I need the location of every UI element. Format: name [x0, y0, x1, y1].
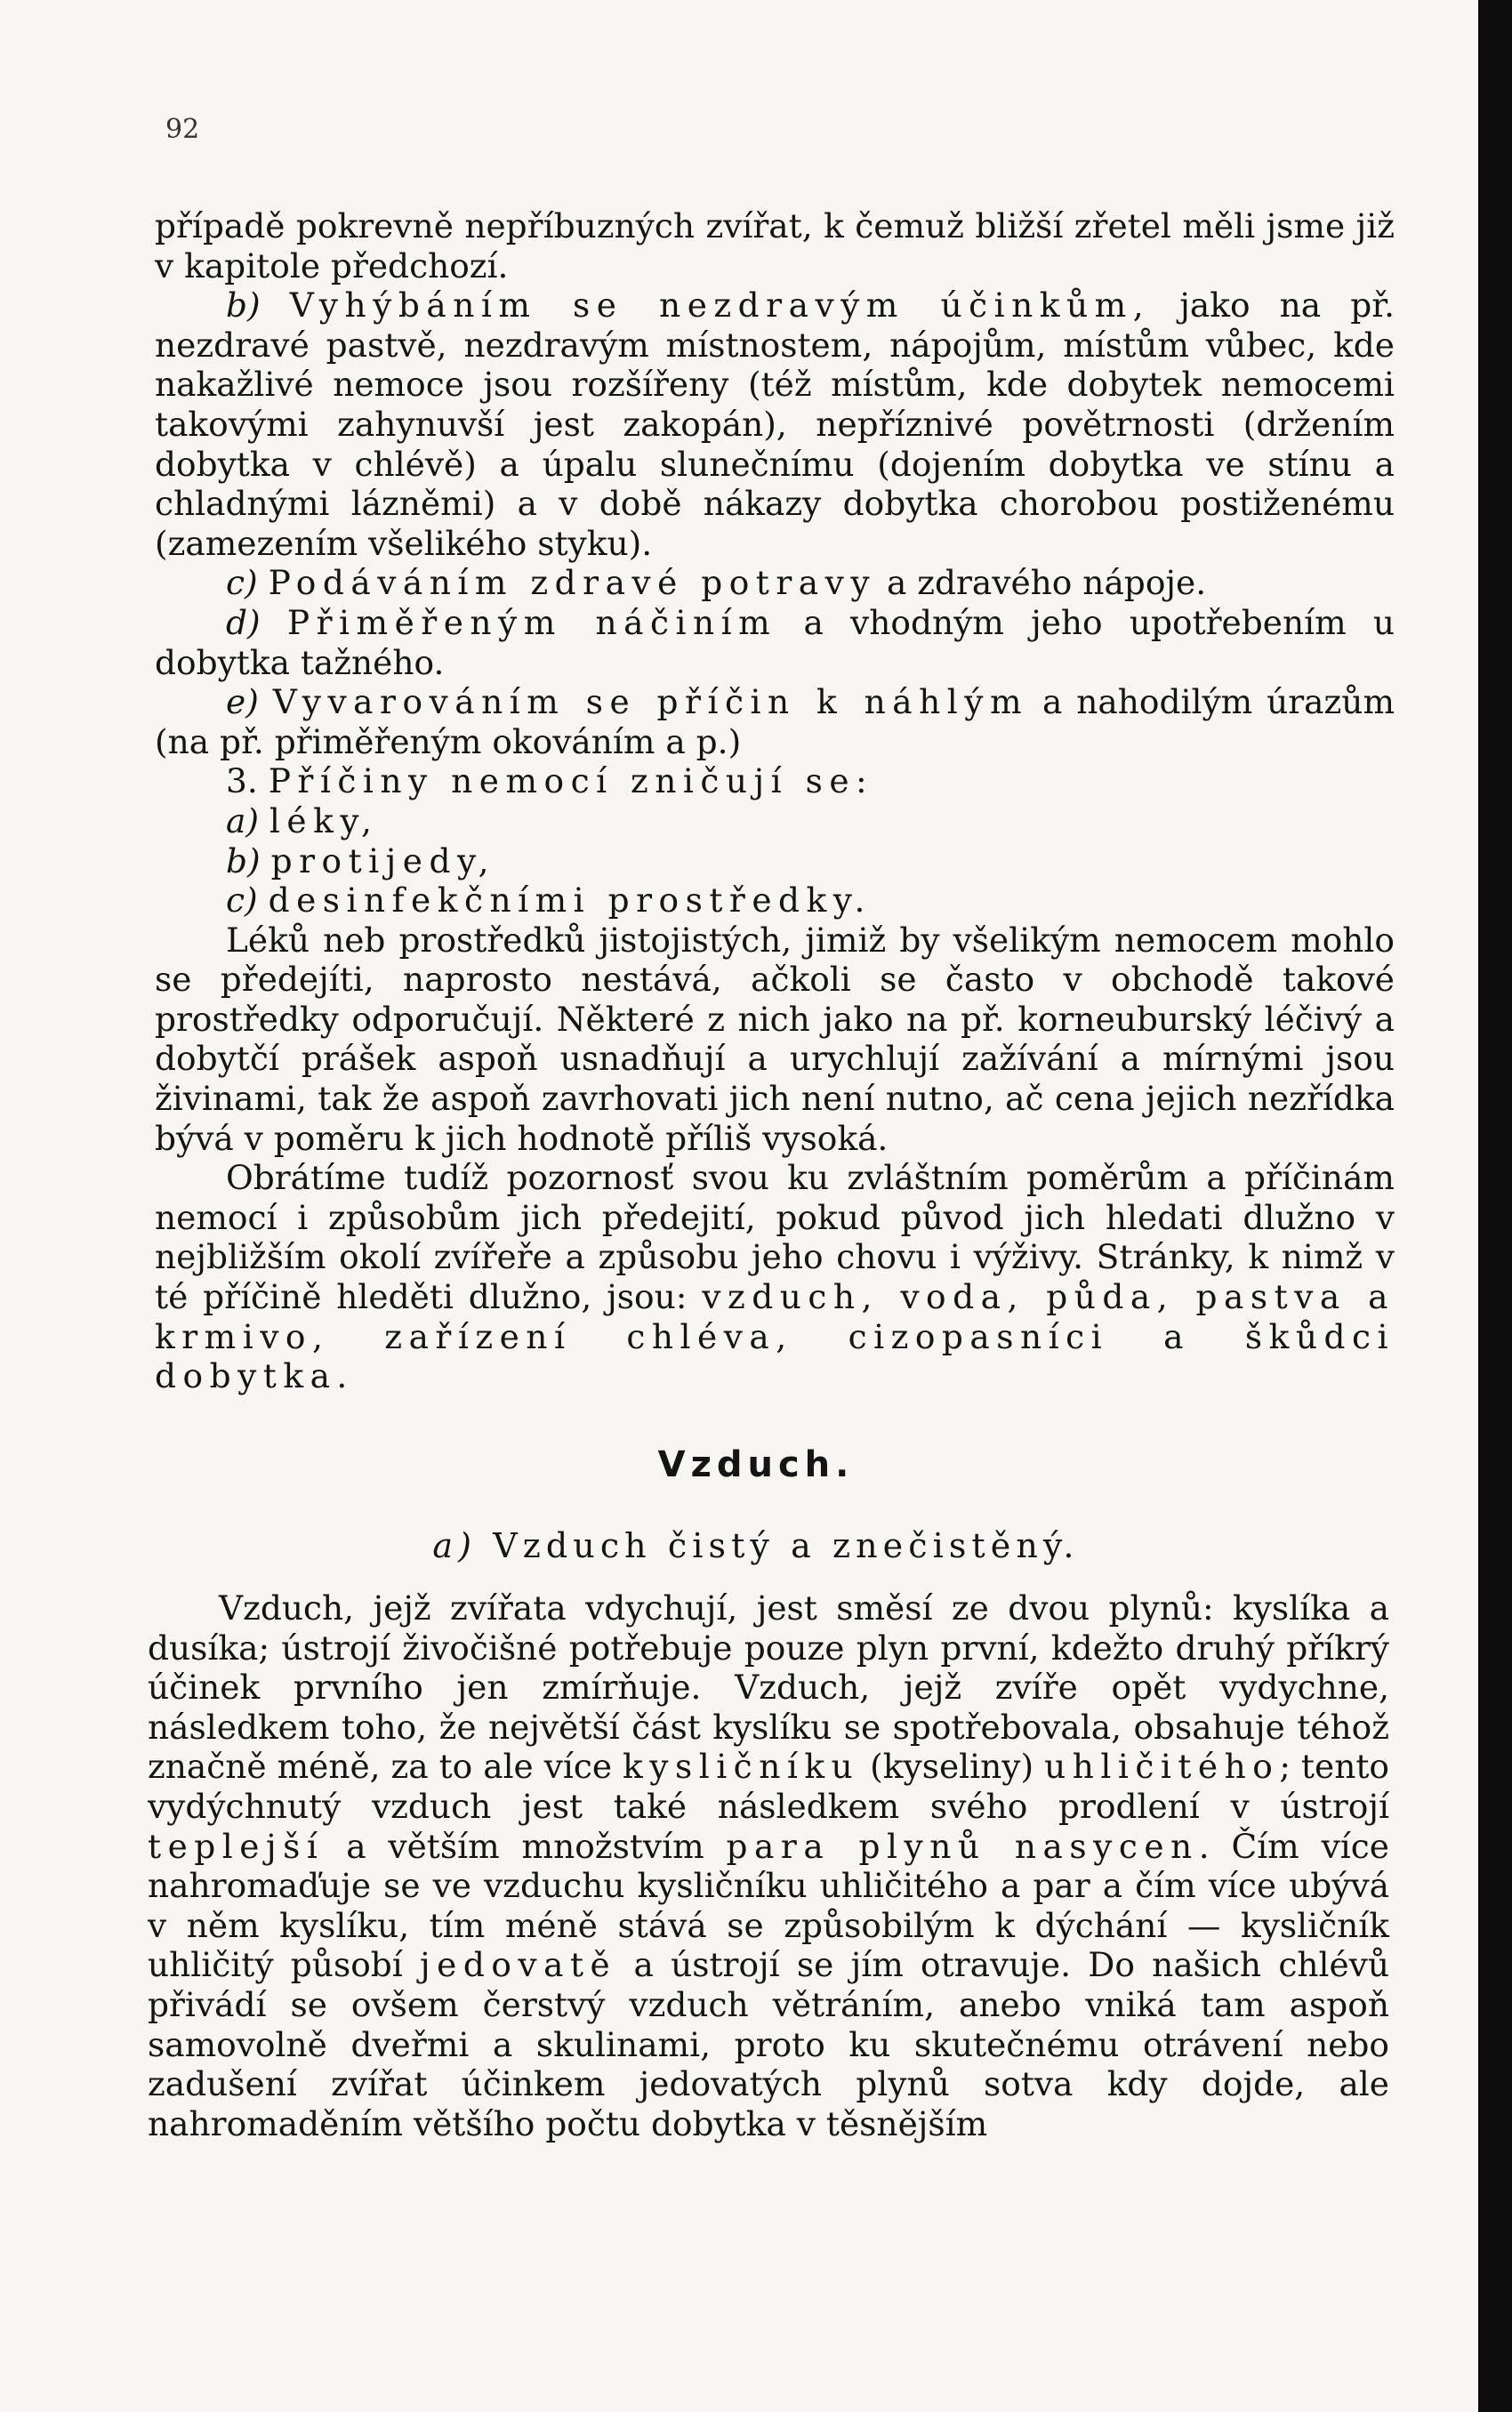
list-item-e [155, 682, 1395, 761]
list-item-b [155, 285, 1395, 563]
item-marker: b) [226, 285, 261, 326]
air-text: ; tento vydýchnutý vzduch jest také následkem svého prodlení v ústrojí [148, 1747, 1389, 1826]
causes-list-item [155, 801, 1395, 841]
item-marker: e) [226, 682, 259, 722]
paragraph-remedies: Léků neb prostředků jistojistých, jimiž by všelikým nemocem mohlo se předejíti, naprosto nestává, ačkoli se často v obchodě takové prostředky odporučují. Některé z nich jako na př. korneuburský léčivý a dobytčí prášek aspoň usnadňují a urychlují zažívání a mírnými jsou živinami, tak že aspoň zavrhovati jich není nutno, ač cena jejich nezřídka bývá v poměru k jich hodnotě příliš vysoká. [155, 920, 1395, 1158]
subtitle-text: Vzduch čistý a znečistěný. [493, 1526, 1080, 1565]
list-item-c [155, 563, 1395, 603]
air-spaced: kysličníku [623, 1747, 860, 1787]
causes-marker: a) [226, 800, 259, 840]
item-text: a vhodným jeho upotřebením u dobytka tažného. [155, 602, 1395, 682]
air-text: Vzduch, jejž zvířata vdychují, jest směsí ze dvou plynů: kyslíka a dusíka; ústrojí živočišné potřebuje pouze plyn první, kdežto druhý příkrý účinek prvního jen zmírňuje. Vzduch, jejž zvíře opět vydychne, následkem toho, že největší část kyslíku se spotřebovala, obsahuje téhož značně méně, za to ale více [148, 1588, 1389, 1787]
air-spaced: jedovatě [420, 1945, 617, 1985]
air-spaced: teplejší [148, 1826, 325, 1866]
causes-list-item [155, 880, 1395, 921]
paragraph-text: Obrátíme tudíž pozornosť svou ku zvláštním poměrům a příčinám nemocí i způsobům jich předejití, pokud původ jich hledati dlužno v nejbližším okolí zvířeře a způsobu jeho chovu i výživy. Stránky, k nimž v té příčině hleděti dlužno, jsou: [155, 1158, 1395, 1317]
paragraph-attention [155, 1158, 1395, 1396]
causes-marker: b) [226, 840, 261, 880]
air-spaced: para plynů nasycen [726, 1826, 1199, 1866]
item-text: a nahodilým úrazům (na př. přiměřeným okováním a p.) [155, 682, 1395, 761]
list-item-d [155, 603, 1395, 682]
air-text: a větším množstvím [324, 1826, 727, 1866]
item-text: a zdravého nápoje. [876, 563, 1207, 603]
intro-paragraph: případě pokrevně nepříbuzných zvířat, k čemuž bližší zřetel měli jsme již v kapitole předchozí. [155, 206, 1395, 285]
causes-label: desinfekčními prostředky. [268, 880, 872, 921]
item-marker: d) [226, 602, 261, 642]
book-spine-edge [1478, 0, 1512, 2412]
item-heading: Přiměřeným náčiním [286, 602, 777, 642]
causes-list-item [155, 841, 1395, 881]
item-text: jako na př. nezdravé pastvě, nezdravým místnostem, nápojům, místům vůbec, kde nakažlivé nemoce jsou rozšířeny (též místům, kde dobytek nemocemi takovými zahynuvší jest zakopán), nepříznivé povětrnosti (držením dobytka v chlévě) a úpalu slunečnímu (dojením dobytka ve stínu a chladnými lázněmi) a v době nákazy dobytka chorobou postiženému (zamezením všelikého styku). [155, 285, 1395, 563]
item-heading: Vyvarováním se příčin k náhlým [272, 682, 1029, 722]
section-title: Vzduch. [657, 1444, 855, 1485]
paragraph-spaced-text: vzduch, voda, půda, pastva a krmivo, zařízení chléva, cizopasníci a škůdci dobytka. [155, 1277, 1395, 1396]
item-heading: Vyhýbáním se nezdravým účinkům, [289, 285, 1151, 326]
air-text: (kyseliny) [859, 1747, 1045, 1787]
item-heading: Podáváním zdravé potravy [268, 563, 877, 603]
page-number: 92 [165, 114, 200, 145]
causes-label: protijedy, [270, 840, 496, 880]
subtitle-marker: a) [432, 1526, 478, 1565]
causes-number: 3. [226, 761, 258, 801]
causes-title: Příčiny nemocí zničují se: [268, 761, 874, 801]
air-text: a ústrojí se jím otravuje. Do našich chlévů přivádí se ovšem čerstvý vzduch větráním, anebo vniká tam aspoň samovolně dveřmi a skulinami, proto ku skutečnému otrávení nebo zadušení zvířat účinkem jedovatých plynů sotva kdy dojde, ale nahromaděním většího počtu dobytka v těsnějším [148, 1945, 1389, 2143]
causes-marker: c) [226, 880, 258, 921]
air-spaced: uhličitého [1044, 1747, 1280, 1787]
item-marker: c) [226, 563, 258, 603]
air-text: . Čím více nahromaďuje se ve vzduchu kysličníku uhličitého a par a čím více ubývá v něm kyslíku, tím méně stává se způsobilým k dýchání — kysličník uhličitý působí [148, 1826, 1389, 1985]
causes-heading [155, 761, 1395, 801]
causes-label: léky, [269, 800, 379, 840]
upper-text-block [155, 206, 1395, 1396]
section-subtitle [0, 1526, 1512, 1565]
air-paragraph [148, 1588, 1389, 2143]
air-text-block [148, 1588, 1389, 2143]
